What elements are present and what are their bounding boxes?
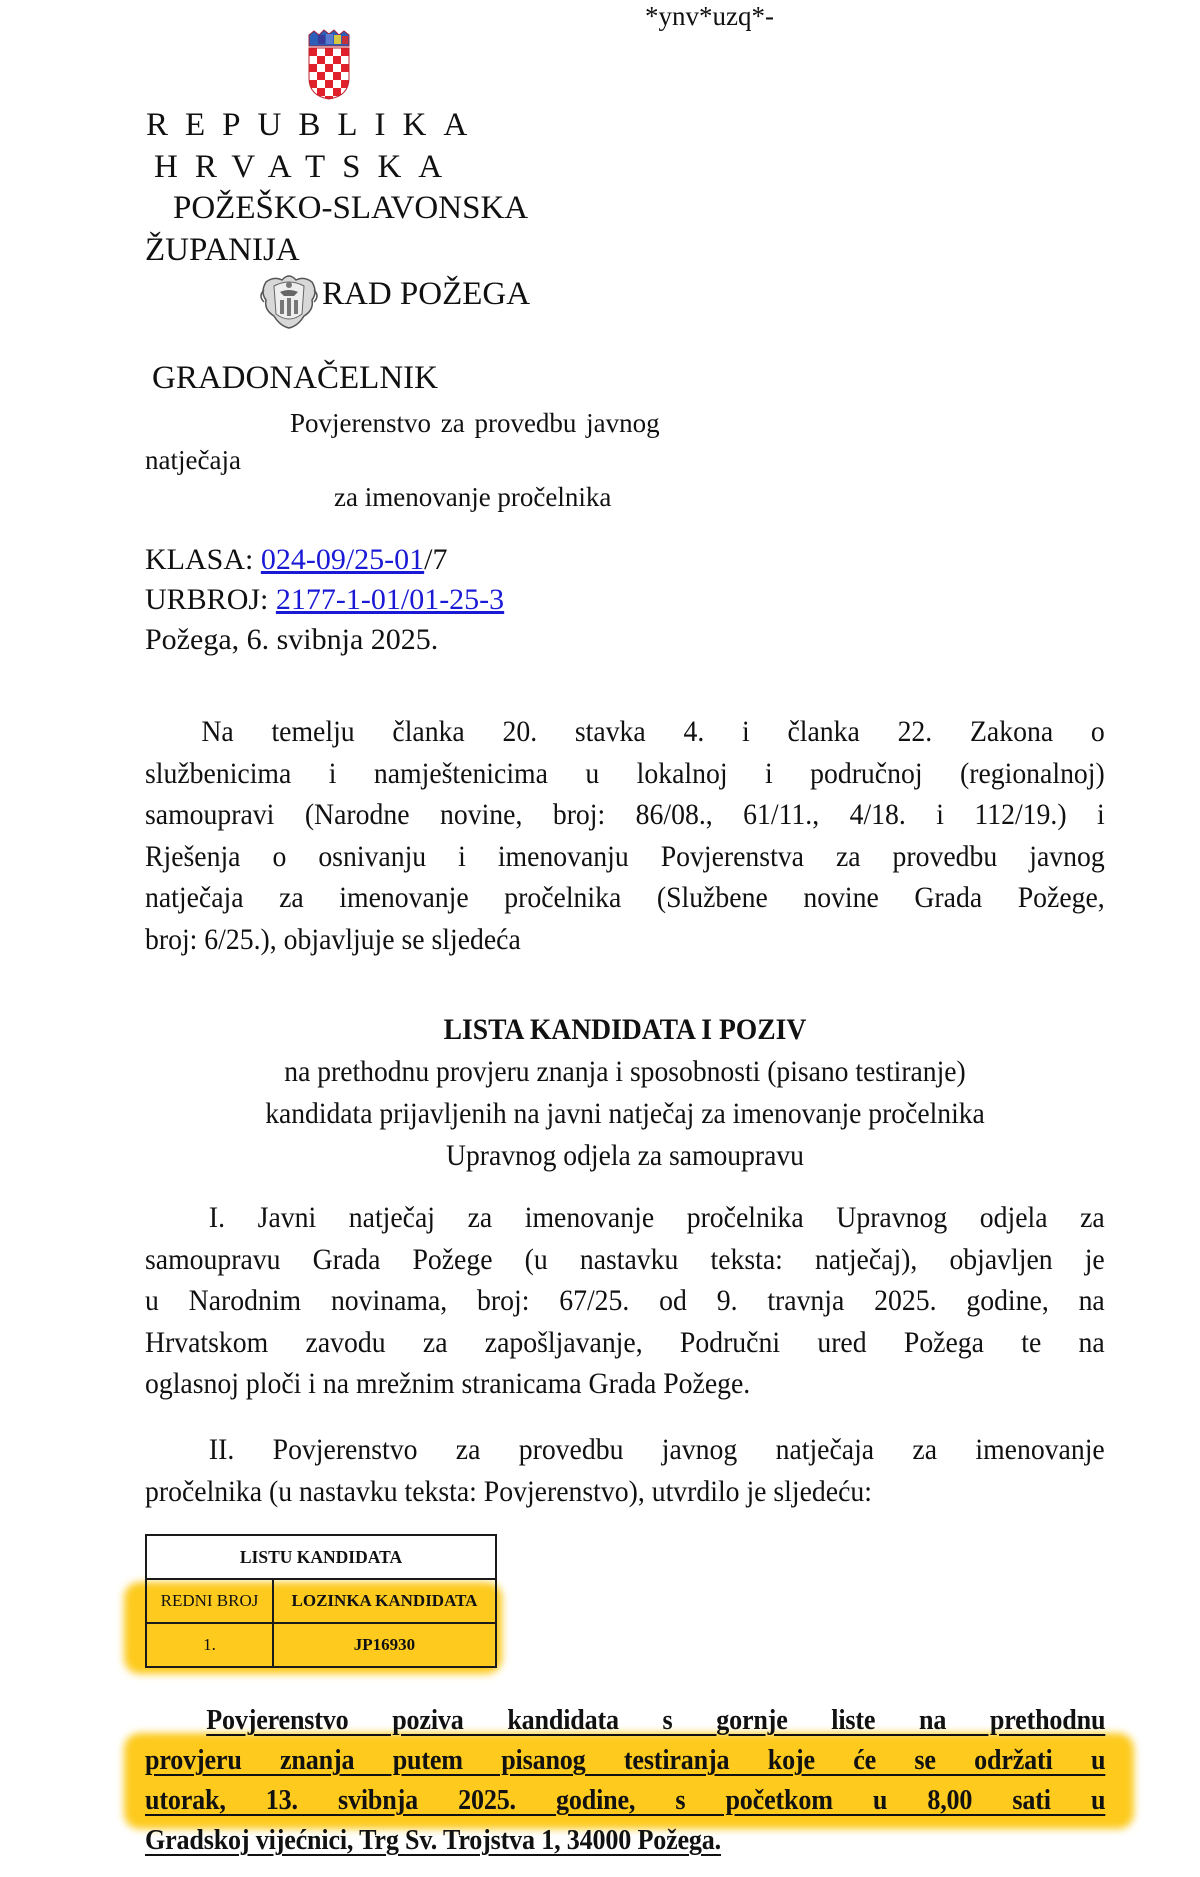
invitation-line: utorak, 13. svibnja 2025. godine, s početkom u 8,00 sati u — [145, 1784, 1106, 1816]
candidate-password: JP16930 — [273, 1623, 496, 1667]
klasa-link[interactable]: 024-09/25-01 — [260, 543, 425, 576]
urbroj-label: URBROJ: — [145, 583, 276, 616]
header-republika: REPUBLIKA — [146, 107, 485, 143]
klasa-label: KLASA: — [145, 543, 261, 576]
title-subline: kandidata prijavljenih na javni natječaj za imenovanje pročelnika — [265, 1097, 985, 1130]
candidate-table — [145, 1534, 497, 1668]
title-block — [145, 1009, 1105, 1177]
invitation-line: Povjerenstvo poziva kandidata s gornje liste na prethodnu — [206, 1704, 1106, 1736]
intro-line: Rješenja o osnivanju i imenovanju Povjerenstva za provedbu javnog — [145, 840, 1105, 873]
section-1-line: u Narodnim novinama, broj: 67/25. od 9. travnja 2025. godine, na — [145, 1285, 1105, 1317]
header-county-2: ŽUPANIJA — [145, 232, 300, 268]
row-number: 1. — [146, 1623, 273, 1667]
column-header-redni-broj: REDNI BROJ — [146, 1579, 273, 1623]
section-1-line: I. Javni natječaj za imenovanje pročelnika Upravnog odjela za — [208, 1202, 1105, 1234]
intro-paragraph — [145, 712, 1105, 961]
header-county: POŽEŠKO-SLAVONSKA — [173, 190, 529, 226]
section-1-paragraph — [145, 1198, 1105, 1406]
intro-line: službenicima i namještenicima u lokalnoj i područnoj (regionalnoj) — [145, 757, 1105, 790]
barcode-text: *ynv*uzq*- — [645, 1, 774, 31]
klasa-line — [145, 540, 448, 580]
table-header-row — [146, 1579, 496, 1623]
intro-line: natječaja za imenovanje pročelnika (Službene novine Grada Požege, — [145, 882, 1105, 914]
pozega-city-emblem-icon — [260, 270, 318, 335]
intro-line: samoupravi (Narodne novine, broj: 86/08., 61/11., 4/18. i 112/19.) i — [145, 799, 1105, 831]
section-2-line: pročelnika (u nastavku teksta: Povjerenstvo), utvrdilo je sljedeću: — [145, 1475, 872, 1508]
table-caption-row — [146, 1535, 496, 1579]
section-1-line: oglasnoj ploči i na mrežnim stranicama Grada Požege. — [145, 1368, 751, 1400]
committee-line-1: Povjerenstvo za provedbu javnog — [290, 408, 660, 438]
committee-line-3: za imenovanje pročelnika — [334, 482, 612, 512]
table-row — [146, 1623, 496, 1667]
document-title: LISTA KANDIDATA I POZIV — [443, 1013, 807, 1046]
header-mayor: GRADONAČELNIK — [152, 360, 438, 396]
title-subline: na prethodnu provjeru znanja i sposobnosti (pisano testiranje) — [284, 1055, 966, 1088]
invitation-line: provjeru znanja putem pisanog testiranja koje će se održati u — [145, 1744, 1106, 1776]
section-1-line: samoupravu Grada Požege (u nastavku teksta: natječaj), objavljen je — [145, 1243, 1105, 1276]
intro-line: Na temelju članka 20. stavka 4. i članka 22. Zakona o — [201, 716, 1105, 748]
urbroj-line — [145, 580, 504, 620]
section-2-paragraph — [145, 1430, 1105, 1513]
croatia-coat-of-arms-icon — [306, 26, 352, 105]
column-header-lozinka: LOZINKA KANDIDATA — [273, 1579, 496, 1623]
table-caption: LISTU KANDIDATA — [146, 1535, 496, 1579]
klasa-suffix: /7 — [424, 543, 448, 576]
title-subline: Upravnog odjela za samoupravu — [446, 1139, 804, 1172]
intro-line: broj: 6/25.), objavljuje se sljedeća — [145, 923, 521, 956]
urbroj-link[interactable]: 2177-1-01/01-25-3 — [275, 583, 505, 616]
invitation-paragraph — [145, 1700, 1105, 1860]
invitation-line: Gradskoj vijećnici, Trg Sv. Trojstva 1, 34000 Požega. — [145, 1824, 721, 1856]
header-city: RAD POŽEGA — [322, 276, 531, 312]
section-2-line: II. Povjerenstvo za provedbu javnog natječaja za imenovanje — [208, 1434, 1105, 1466]
committee-line-2: natječaja — [145, 445, 241, 475]
header-hrvatska: HRVATSKA — [154, 149, 460, 185]
place-date: Požega, 6. svibnja 2025. — [145, 623, 439, 656]
section-1-line: Hrvatskom zavodu za zapošljavanje, Područni ured Požega te na — [145, 1326, 1105, 1359]
